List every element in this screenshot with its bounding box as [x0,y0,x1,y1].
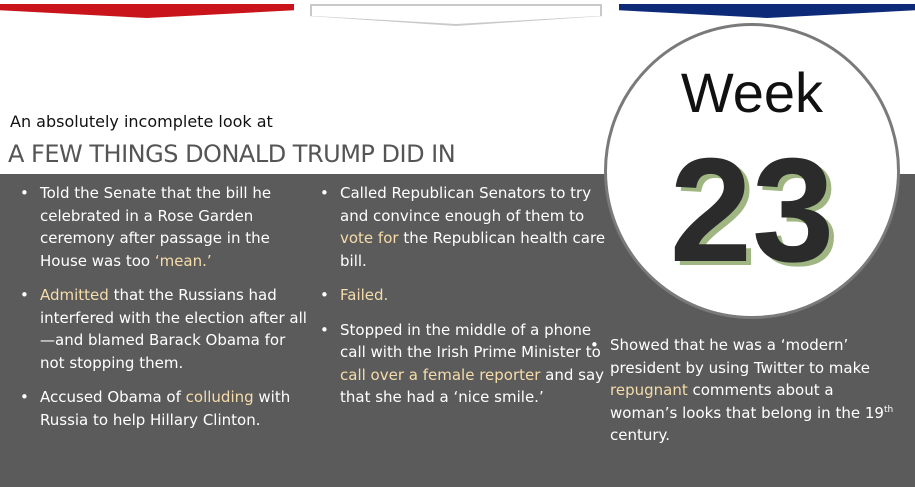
highlight-text: Failed. [340,286,389,304]
list-item: • Called Republican Senators to try and convince enough of them to vote for the Republican health care bill. [310,182,610,272]
page-title: A FEW THINGS DONALD TRUMP DID IN [8,140,456,168]
highlight-text: vote for [340,229,399,247]
list-item: • Accused Obama of colluding with Russia to help Hillary Clinton. [10,386,310,431]
week-badge [604,23,900,319]
week-number: 23 [669,128,835,293]
highlight-text: call over a female reporter [340,365,541,384]
list-item: • Admitted that the Russians had interfered with the election after all—and blamed Barack Obama for not stopping them. [10,284,310,374]
highlight-text: Admitted [40,286,109,304]
highlight-text: repugnant [610,381,688,399]
column-middle [310,182,610,421]
list-item: • Showed that he was a ‘modern’ president by using Twitter to make repugnant comments about a woman’s looks that belong in the 19th century. [580,334,900,447]
red-header-tab [0,4,294,18]
list-item: • Stopped in the middle of a phone call with the Irish Prime Minister to call over a female reporter and say that she had a ‘nice smile.’ [310,319,610,409]
blue-header-tab [619,4,915,18]
list-item: • Told the Senate that the bill he celebrated in a Rose Garden ceremony after passage in the House was too ‘mean.’ [10,182,310,272]
highlight-text: ‘mean.’ [154,251,212,270]
highlight-text: colluding [185,388,254,406]
subtitle: An absolutely incomplete look at [10,112,273,131]
column-right [580,334,900,459]
white-header-tab [312,6,600,24]
list-item [310,284,610,307]
column-left [10,182,310,443]
week-label: Week [680,61,824,124]
